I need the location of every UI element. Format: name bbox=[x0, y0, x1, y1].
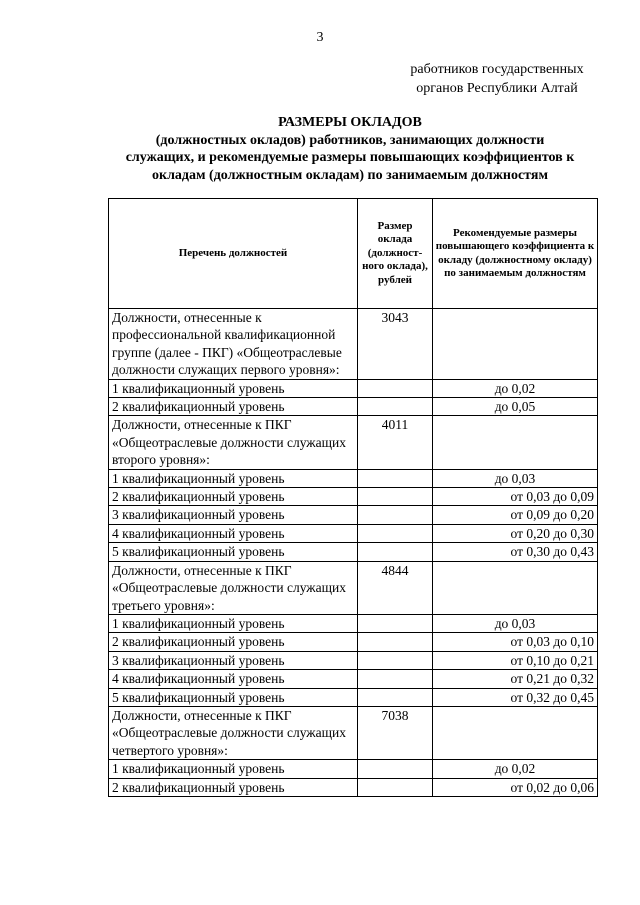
salary-cell bbox=[358, 633, 433, 651]
table-header-row bbox=[109, 199, 598, 309]
level-row bbox=[109, 778, 598, 796]
level-row bbox=[109, 398, 598, 416]
header-salary: Размер оклада (должност-ного оклада), рублей bbox=[358, 199, 433, 309]
group-name-cell: Должности, отнесенные к ПКГ «Общеотраслевые должности служащих третьего уровня»: bbox=[109, 561, 358, 614]
level-name-cell: 1 квалификационный уровень bbox=[109, 379, 358, 397]
salary-cell bbox=[358, 524, 433, 542]
level-row bbox=[109, 488, 598, 506]
coefficient-cell bbox=[433, 561, 598, 614]
coefficient-cell: до 0,03 bbox=[433, 614, 598, 632]
level-row bbox=[109, 633, 598, 651]
coefficient-cell: от 0,30 до 0,43 bbox=[433, 543, 598, 561]
coefficient-cell: от 0,02 до 0,06 bbox=[433, 778, 598, 796]
group-row bbox=[109, 561, 598, 614]
level-name-cell: 2 квалификационный уровень bbox=[109, 633, 358, 651]
salary-cell bbox=[358, 543, 433, 561]
coefficient-cell: до 0,02 bbox=[433, 379, 598, 397]
salary-cell: 3043 bbox=[358, 309, 433, 380]
level-row bbox=[109, 506, 598, 524]
salary-table bbox=[108, 198, 598, 797]
group-row bbox=[109, 416, 598, 469]
group-row bbox=[109, 309, 598, 380]
salary-cell bbox=[358, 670, 433, 688]
salary-cell: 7038 bbox=[358, 706, 433, 759]
level-row bbox=[109, 670, 598, 688]
level-name-cell: 3 квалификационный уровень bbox=[109, 651, 358, 669]
level-name-cell: 3 квалификационный уровень bbox=[109, 506, 358, 524]
salary-cell bbox=[358, 488, 433, 506]
addressee-block bbox=[392, 60, 602, 98]
salary-cell bbox=[358, 651, 433, 669]
title-line: служащих, и рекомендуемые размеры повышающих коэффициентов к bbox=[125, 150, 575, 165]
document-title bbox=[60, 114, 640, 184]
group-row bbox=[109, 706, 598, 759]
group-name-cell: Должности, отнесенные к профессиональной квалификационной группе (далее - ПКГ) «Общеотраслевые должности служащих первого уровня»: bbox=[109, 309, 358, 380]
salary-cell bbox=[358, 614, 433, 632]
group-name-cell: Должности, отнесенные к ПКГ «Общеотраслевые должности служащих четвертого уровня»: bbox=[109, 706, 358, 759]
coefficient-cell: от 0,10 до 0,21 bbox=[433, 651, 598, 669]
level-row bbox=[109, 379, 598, 397]
coefficient-cell: от 0,20 до 0,30 bbox=[433, 524, 598, 542]
page-number: 3 bbox=[316, 30, 324, 45]
addressee-line: работников государственных bbox=[410, 62, 584, 77]
coefficient-cell bbox=[433, 706, 598, 759]
salary-cell bbox=[358, 778, 433, 796]
level-name-cell: 2 квалификационный уровень bbox=[109, 398, 358, 416]
title-line: окладам (должностным окладам) по занимаемым должностям bbox=[152, 167, 548, 183]
level-row bbox=[109, 614, 598, 632]
salary-cell: 4844 bbox=[358, 561, 433, 614]
salary-cell bbox=[358, 688, 433, 706]
level-name-cell: 2 квалификационный уровень bbox=[109, 778, 358, 796]
coefficient-cell bbox=[433, 309, 598, 380]
level-row bbox=[109, 651, 598, 669]
salary-cell bbox=[358, 469, 433, 487]
level-row bbox=[109, 469, 598, 487]
level-name-cell: 1 квалификационный уровень bbox=[109, 614, 358, 632]
table-body bbox=[109, 309, 598, 797]
salary-cell bbox=[358, 398, 433, 416]
coefficient-cell: до 0,05 bbox=[433, 398, 598, 416]
level-name-cell: 5 квалификационный уровень bbox=[109, 543, 358, 561]
header-positions: Перечень должностей bbox=[109, 199, 358, 309]
coefficient-cell: от 0,03 до 0,09 bbox=[433, 488, 598, 506]
coefficient-cell: от 0,03 до 0,10 bbox=[433, 633, 598, 651]
level-name-cell: 4 квалификационный уровень bbox=[109, 670, 358, 688]
coefficient-cell: до 0,02 bbox=[433, 760, 598, 778]
level-row bbox=[109, 524, 598, 542]
level-name-cell: 1 квалификационный уровень bbox=[109, 469, 358, 487]
salary-cell bbox=[358, 379, 433, 397]
coefficient-cell: от 0,09 до 0,20 bbox=[433, 506, 598, 524]
coefficient-cell: от 0,32 до 0,45 bbox=[433, 688, 598, 706]
title-line: (должностных окладов) работников, занимающих должности bbox=[155, 132, 545, 148]
coefficient-cell bbox=[433, 416, 598, 469]
salary-cell: 4011 bbox=[358, 416, 433, 469]
addressee-line: органов Республики Алтай bbox=[416, 81, 578, 96]
level-name-cell: 2 квалификационный уровень bbox=[109, 488, 358, 506]
header-coefficient: Рекомендуемые размеры повышающего коэффициента к окладу (должностному окладу) по занимаемым должностям bbox=[433, 199, 598, 309]
level-row bbox=[109, 543, 598, 561]
level-row bbox=[109, 760, 598, 778]
coefficient-cell: от 0,21 до 0,32 bbox=[433, 670, 598, 688]
coefficient-cell: до 0,03 bbox=[433, 469, 598, 487]
level-name-cell: 4 квалификационный уровень bbox=[109, 524, 358, 542]
salary-cell bbox=[358, 760, 433, 778]
level-row bbox=[109, 688, 598, 706]
level-name-cell: 5 квалификационный уровень bbox=[109, 688, 358, 706]
salary-cell bbox=[358, 506, 433, 524]
group-name-cell: Должности, отнесенные к ПКГ «Общеотраслевые должности служащих второго уровня»: bbox=[109, 416, 358, 469]
level-name-cell: 1 квалификационный уровень bbox=[109, 760, 358, 778]
title-line: РАЗМЕРЫ ОКЛАДОВ bbox=[278, 115, 422, 130]
